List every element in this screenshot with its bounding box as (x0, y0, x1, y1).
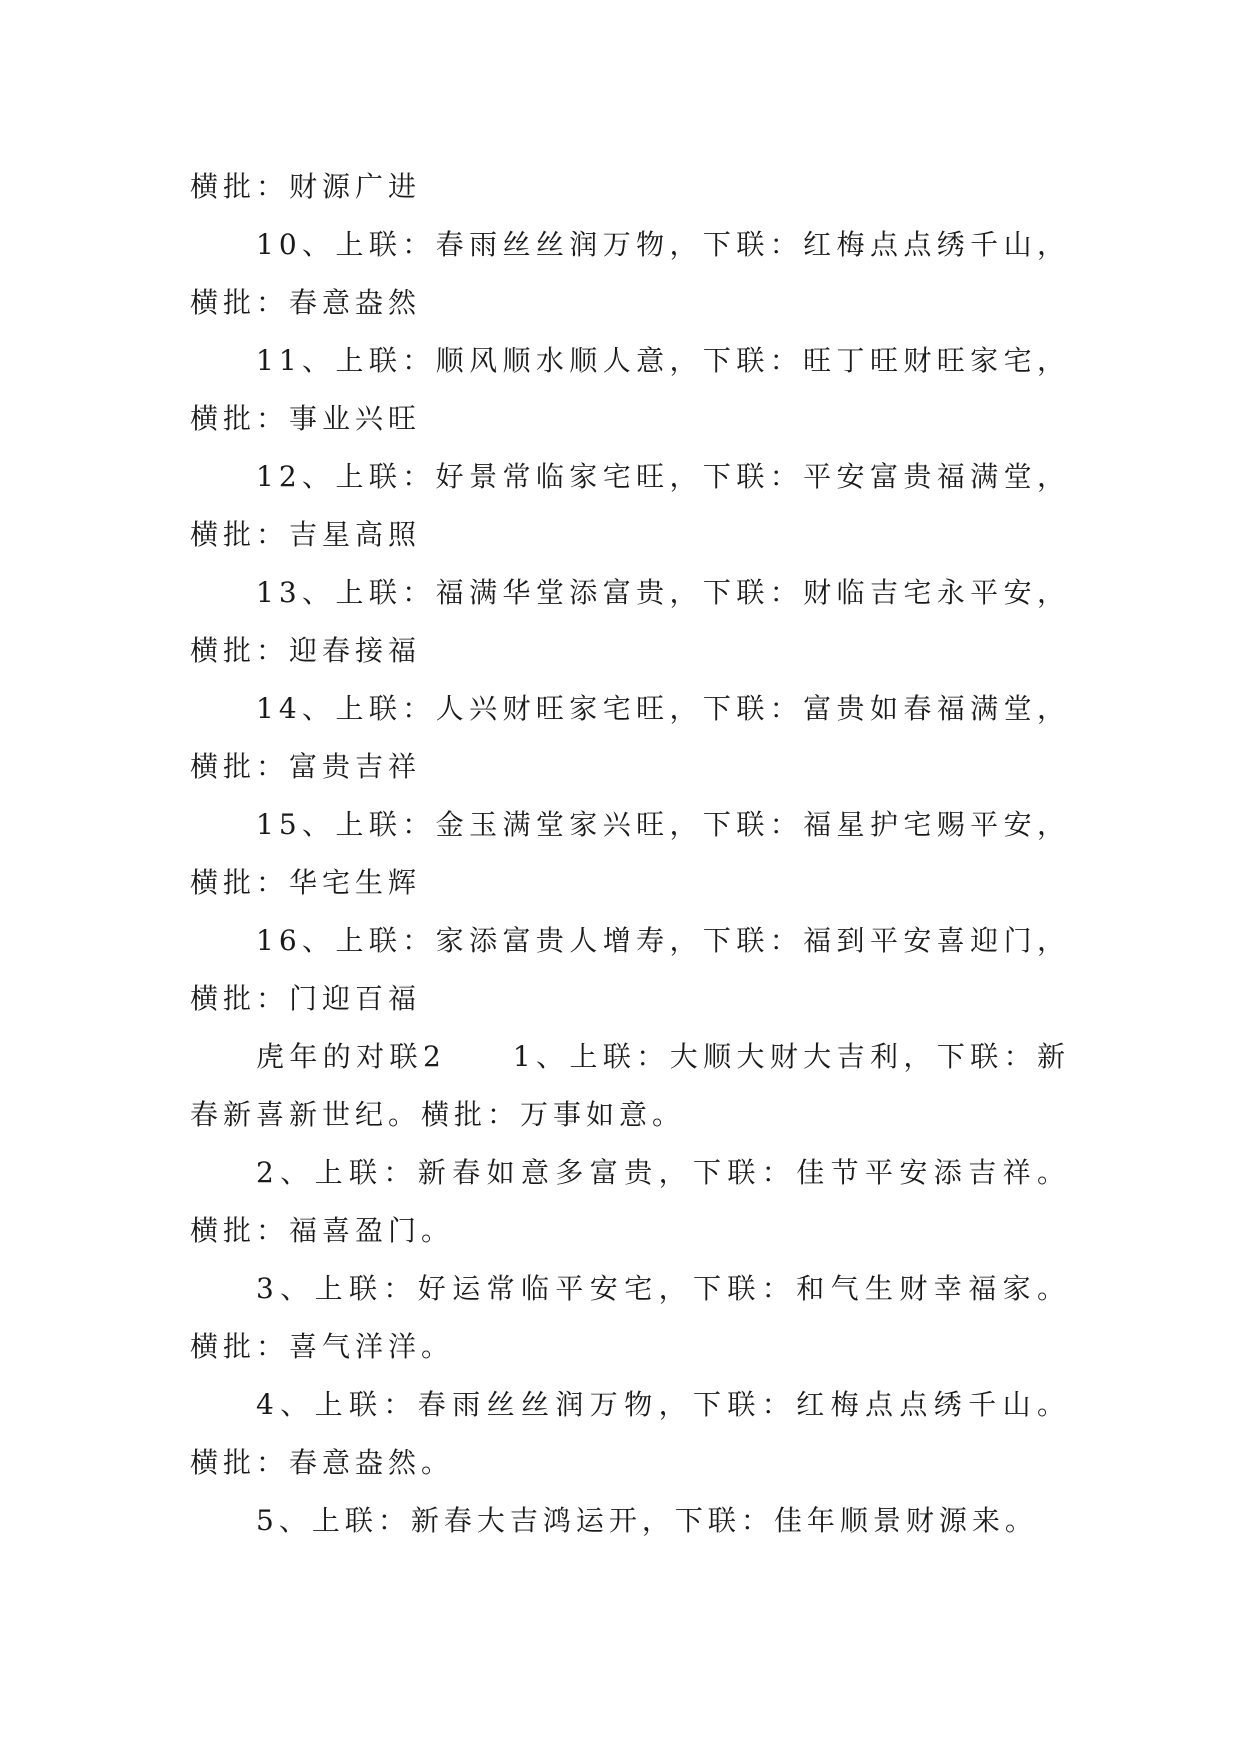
couplet-5: 5、上联：新春大吉鸿运开，下联：佳年顺景财源来。 (256, 1504, 1038, 1537)
section-heading-couplet-1: 虎年的对联2 1、上联：大顺大财大吉利，下联：新春新喜新世纪。横批：万事如意。 (190, 1040, 1070, 1131)
couplet-2: 2、上联：新春如意多富贵，下联：佳节平安添吉祥。横批：福喜盈门。 (190, 1156, 1070, 1247)
couplet-10: 10、上联：春雨丝丝润万物，下联：红梅点点绣千山，横批：春意盎然 (190, 228, 1070, 319)
couplet-15: 15、上联：金玉满堂家兴旺，下联：福星护宅赐平安，横批：华宅生辉 (190, 808, 1070, 899)
document-body (190, 158, 1070, 1550)
couplet-14: 14、上联：人兴财旺家宅旺，下联：富贵如春福满堂，横批：富贵吉祥 (190, 692, 1070, 783)
couplet-12: 12、上联：好景常临家宅旺，下联：平安富贵福满堂，横批：吉星高照 (190, 460, 1070, 551)
couplet-13: 13、上联：福满华堂添富贵，下联：财临吉宅永平安，横批：迎春接福 (190, 576, 1070, 667)
paragraph-continued: 横批：财源广进 (190, 170, 422, 203)
couplet-11: 11、上联：顺风顺水顺人意，下联：旺丁旺财旺家宅，横批：事业兴旺 (190, 344, 1070, 435)
couplet-16: 16、上联：家添富贵人增寿，下联：福到平安喜迎门，横批：门迎百福 (190, 924, 1070, 1015)
couplet-3: 3、上联：好运常临平安宅，下联：和气生财幸福家。横批：喜气洋洋。 (190, 1272, 1070, 1363)
couplet-4: 4、上联：春雨丝丝润万物，下联：红梅点点绣千山。横批：春意盎然。 (190, 1388, 1070, 1479)
